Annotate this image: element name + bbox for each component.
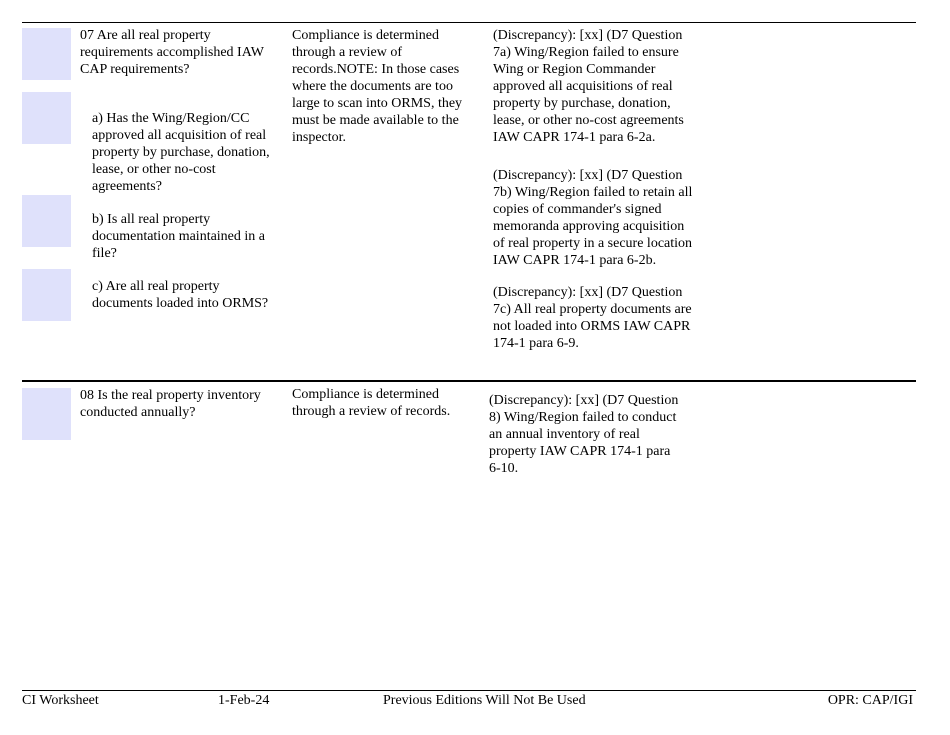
q07-method: Compliance is determined through a review of records.NOTE: In those cases where the documents are too large to scan into ORMS, they must be made available to the inspector. — [292, 28, 463, 145]
top-rule — [22, 22, 916, 23]
footer-title: CI Worksheet — [22, 693, 99, 708]
q07c-question: c) Are all real property documents loaded into ORMS? — [92, 279, 269, 311]
q08-question: 08 Is the real property inventory conducted annually? — [80, 388, 261, 420]
q07c-discrepancy: (Discrepancy): [xx] (D7 Question 7c) All real property documents are not loaded into ORMS IAW CAPR 174-1 para 6-9. — [493, 285, 692, 351]
footer-notice: Previous Editions Will Not Be Used — [383, 693, 586, 708]
footer-date: 1-Feb-24 — [218, 693, 270, 708]
footer-rule — [22, 690, 916, 691]
q07a-checkbox[interactable] — [22, 92, 71, 144]
q07b-discrepancy: (Discrepancy): [xx] (D7 Question 7b) Wing/Region failed to retain all copies of commander's signed memoranda approving acquisition of real property in a secure location IAW CAPR 174-1 para 6-2b. — [493, 168, 693, 268]
section-rule — [22, 380, 916, 382]
q07b-question: b) Is all real property documentation maintained in a file? — [92, 212, 266, 261]
q08-checkbox[interactable] — [22, 388, 71, 440]
q08-method: Compliance is determined through a review of records. — [292, 387, 451, 419]
q07b-checkbox[interactable] — [22, 195, 71, 247]
q08-discrepancy: (Discrepancy): [xx] (D7 Question 8) Wing/Region failed to conduct an annual inventory of real property IAW CAPR 174-1 para 6-10. — [489, 393, 679, 476]
q07c-checkbox[interactable] — [22, 269, 71, 321]
q07-checkbox[interactable] — [22, 28, 71, 80]
footer-opr: OPR: CAP/IGI — [827, 693, 913, 708]
q07a-question: a) Has the Wing/Region/CC approved all acquisition of real property by purchase, donation, lease, or other no-cost agreements? — [92, 111, 270, 194]
q07a-discrepancy: (Discrepancy): [xx] (D7 Question 7a) Wing/Region failed to ensure Wing or Region Commander approved all acquisitions of real property by purchase, donation, lease, or other no-cost agreements IAW CAPR 174-1 para 6-2a. — [493, 28, 684, 145]
q07-question: 07 Are all real property requirements accomplished IAW CAP requirements? — [80, 28, 264, 77]
